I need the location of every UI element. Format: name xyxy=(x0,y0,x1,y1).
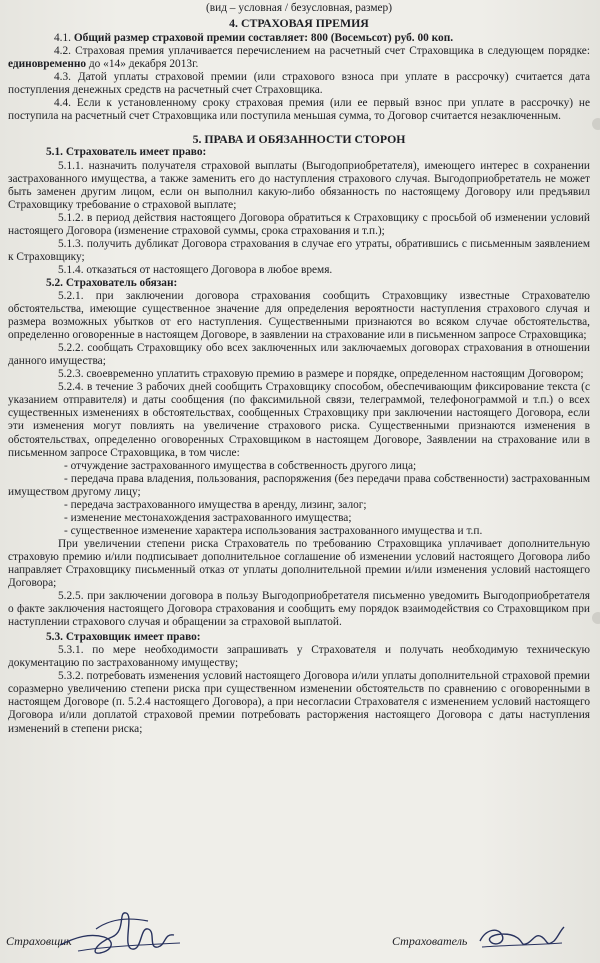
risk-change-item: - изменение местонахождения застрахованного имущества; xyxy=(64,511,352,524)
section-4 xyxy=(8,17,590,123)
insurance-kind-note: (вид – условная / безусловная, размер) xyxy=(206,2,392,14)
payment-deadline: до «14» декабря 2013г. xyxy=(88,58,199,71)
clause-5-2-4-continuation: При увеличении степени риска Страхователь по требованию Страховщика уплачивает дополнительную страховую премию и/или подписывает дополнительное соглашение об изменении условий настоящего Договора либо направляет Страховщику письменный отказ от уплаты дополнительной премии и/или изменения условий настоящего Договора; xyxy=(8,537,590,590)
clause-5-1-4: 5.1.4. отказаться от настоящего Договора в любое время. xyxy=(58,263,333,276)
section-5-title: 5. ПРАВА И ОБЯЗАННОСТИ СТОРОН xyxy=(192,132,406,147)
subsection-5-2-heading: 5.2. Страхователь обязан: xyxy=(46,276,178,289)
binder-hole xyxy=(592,612,600,624)
clause-4-1 xyxy=(8,32,590,45)
clause-5-1-1: 5.1.1. назначить получателя страховой выплаты (Выгодоприобретателя), имеющего интерес в сохранении застрахованного имущества, а также заменить его до наступления страхового случая. Выгодоприобретатель не может быть заменен другим лицом, если он выполнил какую-либо обязанность по настоящему Договору или предъявил Страховщику требование о страховой выплате; xyxy=(8,159,590,211)
binder-hole xyxy=(592,118,600,130)
clause-5-2-2: 5.2.2. сообщать Страховщику обо всех заключенных или заключаемых договорах страхования в отношении данного имущества; xyxy=(8,342,590,368)
clause-5-2-3: 5.2.3. своевременно уплатить страховую премию в размере и порядке, определенном настоящим Договором; xyxy=(58,368,584,381)
insured-signature-image xyxy=(476,919,566,955)
clause-5-3-2: 5.3.2. потребовать изменения условий настоящего Договора и/или уплаты дополнительной страховой премии соразмерно увеличению степени риска при существенном изменении обстоятельств по сравнению с оговоренными в настоящем Договоре (п. 5.2.4 настоящего Договора), а при несогласии Страхователя с изменением условий настоящего Договора и/или доплатой страховой премии потребовать расторжения настоящего Договора с даты наступления изменений в степени риска; xyxy=(8,670,590,735)
clause-5-1-3: 5.1.3. получить дубликат Договора страхования в случае его утраты, обратившись с письменным заявлением к Страховщику; xyxy=(8,237,590,263)
subsection-5-1-heading: 5.1. Страхователь имеет право: xyxy=(46,146,207,159)
clause-4-4: 4.4. Если к установленному сроку страховая премия (или ее первый взнос при уплате в рассрочку) не поступила на расчетный счет Страховщика или поступила меньшая сумма, то Договор считается незаключенным. xyxy=(8,97,590,123)
insured-signature-label: Страхователь xyxy=(392,934,468,948)
clause-5-2-5: 5.2.5. при заключении договора в пользу Выгодоприобретателя письменно уведомить Выгодоприобретателя о факте заключения настоящего Договора страхования и сообщить ему порядок взаимодействия со Страховщиком при наступлении страхового случая и обращении за страховой выплатой. xyxy=(8,590,590,629)
clause-4-3: 4.3. Датой уплаты страховой премии (или страхового взноса при уплате в рассрочку) считается дата поступления денежных средств на расчетный счет Страховщика. xyxy=(8,71,590,97)
clause-4-2 xyxy=(8,45,590,71)
signature-footer xyxy=(0,901,600,963)
clause-5-3-1: 5.3.1. по мере необходимости запрашивать у Страхователя и получать необходимую техническую документацию по застрахованному имуществу; xyxy=(8,644,590,670)
clause-5-2-4: 5.2.4. в течение 3 рабочих дней сообщить Страховщику способом, обеспечивающим фиксирование текста (с указанием отправителя) и даты сообщения (по факсимильной связи, телеграммой, телефонограммой и т.п.) о всех существенных изменениях в обстоятельствах, сообщенных Страховщику при заключении настоящего Договора, если эти изменения могут повлиять на увеличение страхового риска. Существенными признаются изменения в обстоятельствах, определенно оговоренных Страховщиком в настоящем Договоре, Заявлении на страхование или в письменном запросе Страховщика, в том числе: xyxy=(8,381,590,459)
insurer-signature-label: Страховщик xyxy=(6,934,72,948)
insurer-signature-image xyxy=(56,907,186,959)
risk-change-item: - отчуждение застрахованного имущества в собственность другого лица; xyxy=(64,459,417,472)
section-5 xyxy=(8,133,590,735)
risk-change-item: - существенное изменение характера использования застрахованного имущества и т.п. xyxy=(64,524,483,537)
clause-4-1-number: 4.1. xyxy=(54,32,72,45)
clause-4-2-text: 4.2. Страховая премия уплачивается перечислением на расчетный счет Страховщика в следующем порядке: xyxy=(54,45,590,58)
subsection-5-3-heading: 5.3. Страховщик имеет право: xyxy=(46,631,201,644)
clause-5-1-2: 5.1.2. в период действия настоящего Договора обратиться к Страховщику с просьбой об изменении условий настоящего Договора (изменение страховой суммы, срока страхования и т.п.); xyxy=(8,211,590,237)
payment-mode: единовременно xyxy=(8,58,87,71)
premium-total: Общий размер страховой премии составляет: 800 (Восемьсот) руб. 00 коп. xyxy=(73,32,454,45)
clause-5-2-1: 5.2.1. при заключении договора страхования сообщить Страховщику известные Страхователю обстоятельства, имеющие существенное значение для определения вероятности наступления страхового случая и размера возможных убытков от его наступления. Существенными признаются во всяком случае обстоятельства, определенно оговоренные в настоящем Договоре, в заявлении на страхование или в письменном запросе Страховщика; xyxy=(8,289,590,342)
section-4-title: 4. СТРАХОВАЯ ПРЕМИЯ xyxy=(229,16,369,31)
risk-change-item: - передача права владения, пользования, распоряжения (без передачи права собственности) застрахованным имуществом другому лицу; xyxy=(8,472,590,498)
risk-change-item: - передача застрахованного имущества в аренду, лизинг, залог; xyxy=(64,498,367,511)
